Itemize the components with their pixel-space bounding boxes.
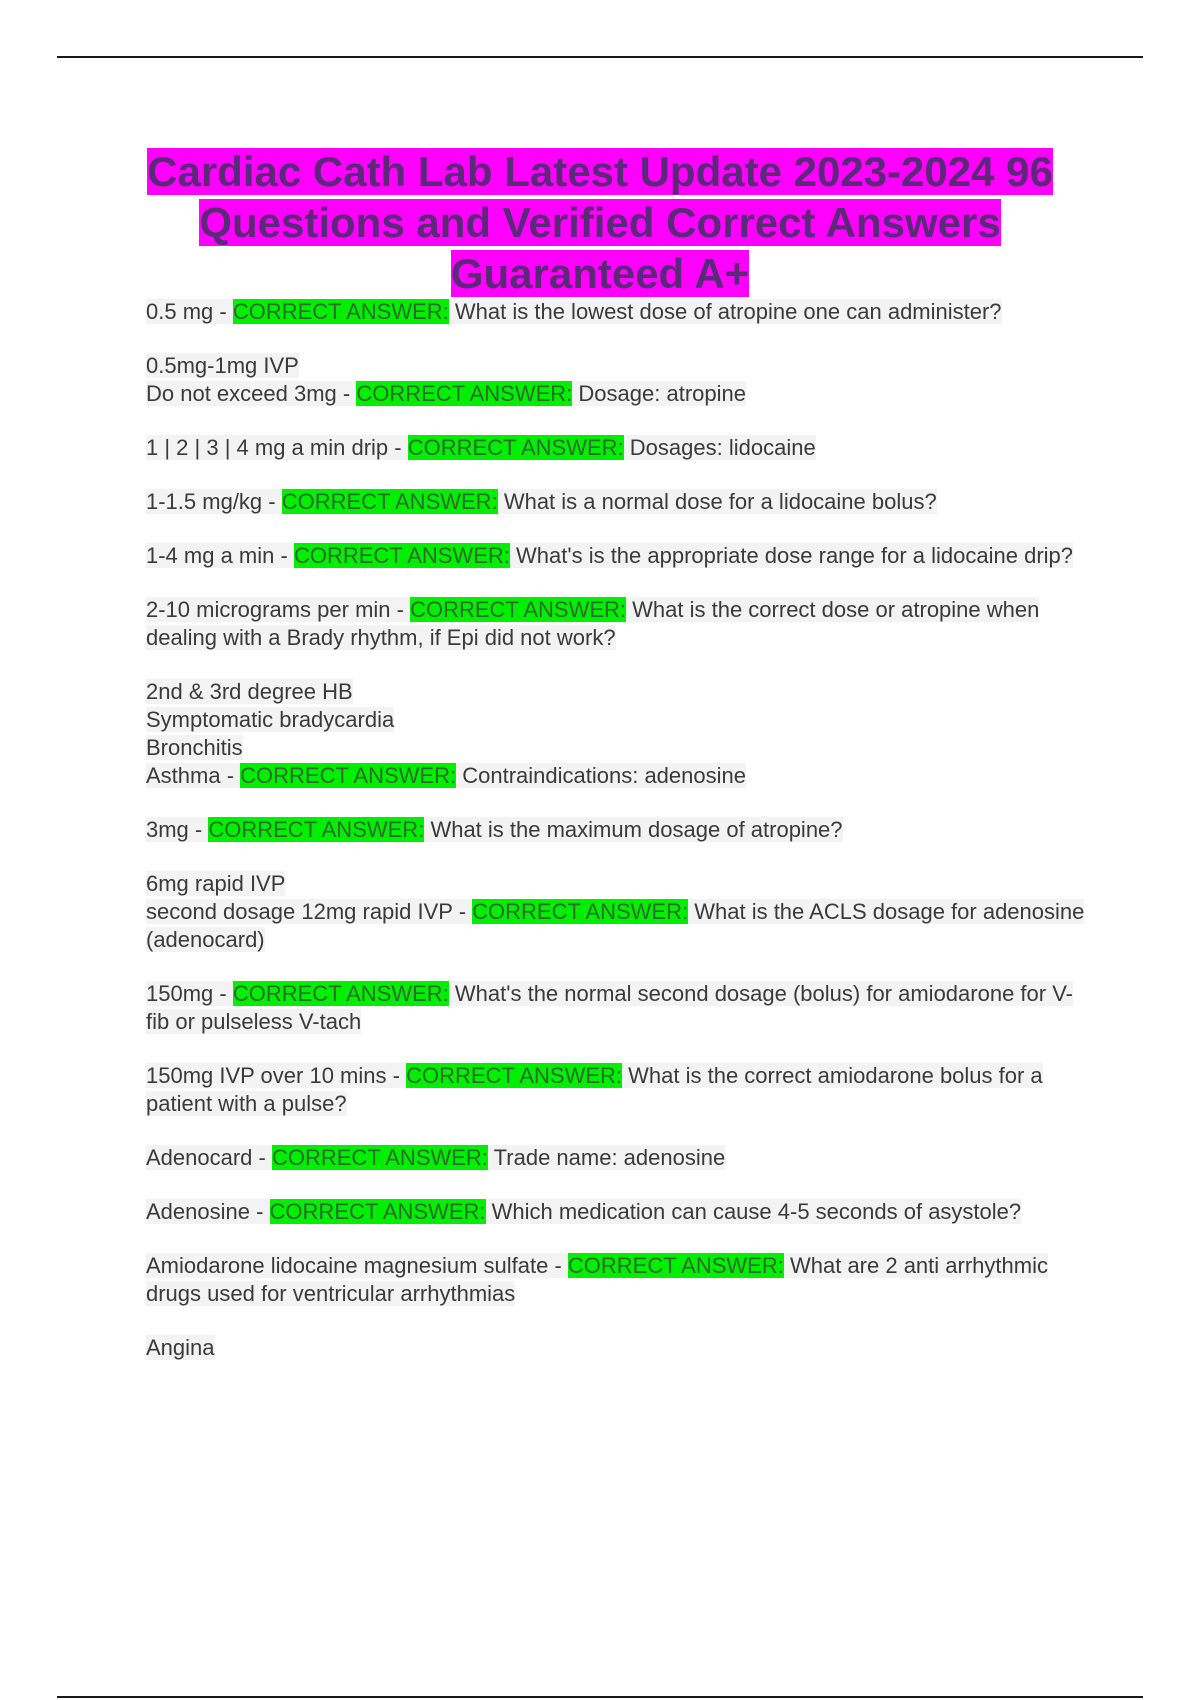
answer-text: Symptomatic bradycardia [146, 707, 395, 732]
qa-entry-text: 1 | 2 | 3 | 4 mg a min drip - CORRECT ANSWER: Dosages: lidocaine [146, 435, 816, 460]
answer-text: 2-10 micrograms per min [146, 597, 391, 622]
qa-entry-text: 2-10 micrograms per min - CORRECT ANSWER: What is the correct dose or atropine when dealing with a Brady rhythm, if Epi did not work? [146, 597, 1040, 650]
qa-entry [146, 1062, 1096, 1118]
question-text: Contraindications: adenosine [462, 763, 746, 788]
title-highlight: Cardiac Cath Lab Latest Update 2023-2024 96 Questions and Verified Correct Answers Guaranteed A+ [147, 148, 1053, 297]
question-text: Which medication can cause 4-5 seconds of asystole? [491, 1199, 1022, 1224]
qa-entry-text: 150mg IVP over 10 mins - CORRECT ANSWER: What is the correct amiodarone bolus for a patient with a pulse? [146, 1063, 1043, 1116]
qa-entry [146, 434, 1096, 462]
correct-answer-tag: CORRECT ANSWER: [567, 1253, 784, 1278]
document-title [145, 146, 1055, 299]
correct-answer-tag: CORRECT ANSWER: [472, 899, 689, 924]
top-divider [57, 56, 1143, 58]
qa-entry [146, 542, 1096, 570]
question-text: What is the ACLS dosage for adenosine (adenocard) [146, 899, 1085, 952]
question-text: Trade name: adenosine [493, 1145, 726, 1170]
qa-entry-text: 0.5mg-1mg IVP Do not exceed 3mg - CORRECT ANSWER: Dosage: atropine [146, 353, 746, 406]
qa-entry [146, 298, 1096, 326]
qa-entry-text: 2nd & 3rd degree HB Symptomatic bradycardia Bronchitis Asthma - CORRECT ANSWER: Contraindications: adenosine [146, 679, 746, 788]
correct-answer-tag: CORRECT ANSWER: [269, 1199, 486, 1224]
answer-text: Adenosine [146, 1199, 250, 1224]
qa-entry [146, 1252, 1096, 1308]
correct-answer-tag: CORRECT ANSWER: [406, 1063, 623, 1088]
question-text: Dosage: atropine [578, 381, 746, 406]
answer-text: Amiodarone lidocaine magnesium sulfate [146, 1253, 549, 1278]
correct-answer-tag: CORRECT ANSWER: [356, 381, 573, 406]
correct-answer-tag: CORRECT ANSWER: [232, 299, 449, 324]
correct-answer-tag: CORRECT ANSWER: [271, 1145, 488, 1170]
answer-text: 150mg IVP over 10 mins [146, 1063, 387, 1088]
qa-entry [146, 488, 1096, 516]
qa-entry [146, 1334, 1096, 1362]
answer-text: Adenocard [146, 1145, 253, 1170]
qa-entry-text: Adenocard - CORRECT ANSWER: Trade name: adenosine [146, 1145, 726, 1170]
correct-answer-tag: CORRECT ANSWER: [240, 763, 457, 788]
qa-entry [146, 678, 1096, 790]
answer-text: 6mg rapid IVP [146, 871, 286, 896]
answer-text: 150mg [146, 981, 214, 1006]
qa-entry [146, 980, 1096, 1036]
answer-text: second dosage 12mg rapid IVP [146, 899, 453, 924]
answer-text: Do not exceed 3mg [146, 381, 337, 406]
question-text: What are 2 anti arrhythmic drugs used for ventricular arrhythmias [146, 1253, 1048, 1306]
qa-entry-text: 1-1.5 mg/kg - CORRECT ANSWER: What is a normal dose for a lidocaine bolus? [146, 489, 937, 514]
correct-answer-tag: CORRECT ANSWER: [232, 981, 449, 1006]
correct-answer-tag: CORRECT ANSWER: [410, 597, 627, 622]
qa-entry-text: 6mg rapid IVP second dosage 12mg rapid IVP - CORRECT ANSWER: What is the ACLS dosage for adenosine (adenocard) [146, 871, 1085, 952]
answer-text: Angina [146, 1335, 215, 1360]
answer-text: Asthma [146, 763, 221, 788]
qa-list [146, 298, 1096, 1388]
qa-entry-text: 1-4 mg a min - CORRECT ANSWER: What's is the appropriate dose range for a lidocaine drip? [146, 543, 1074, 568]
qa-entry-text: 150mg - CORRECT ANSWER: What's the normal second dosage (bolus) for amiodarone for V-fib or pulseless V-tach [146, 981, 1073, 1034]
question-text: What's the normal second dosage (bolus) for amiodarone for V-fib or pulseless V-tach [146, 981, 1073, 1034]
answer-text: 1 | 2 | 3 | 4 mg a min drip [146, 435, 389, 460]
qa-entry [146, 1144, 1096, 1172]
answer-text: 2nd & 3rd degree HB [146, 679, 353, 704]
answer-text: 1-1.5 mg/kg [146, 489, 263, 514]
question-text: What is the lowest dose of atropine one can administer? [454, 299, 1002, 324]
question-text: What is a normal dose for a lidocaine bolus? [503, 489, 937, 514]
bottom-divider [57, 1696, 1143, 1698]
qa-entry-text: 3mg - CORRECT ANSWER: What is the maximum dosage of atropine? [146, 817, 843, 842]
correct-answer-tag: CORRECT ANSWER: [281, 489, 498, 514]
qa-entry [146, 1198, 1096, 1226]
question-text: What is the correct amiodarone bolus for a patient with a pulse? [146, 1063, 1043, 1116]
qa-entry [146, 816, 1096, 844]
question-text: What is the maximum dosage of atropine? [430, 817, 843, 842]
correct-answer-tag: CORRECT ANSWER: [407, 435, 624, 460]
answer-text: 3mg [146, 817, 189, 842]
answer-text: 0.5 mg [146, 299, 214, 324]
qa-entry [146, 352, 1096, 408]
qa-entry-text: Amiodarone lidocaine magnesium sulfate - CORRECT ANSWER: What are 2 anti arrhythmic drugs used for ventricular arrhythmias [146, 1253, 1048, 1306]
qa-entry [146, 870, 1096, 954]
answer-text: Bronchitis [146, 735, 243, 760]
qa-entry [146, 596, 1096, 652]
correct-answer-tag: CORRECT ANSWER: [208, 817, 425, 842]
correct-answer-tag: CORRECT ANSWER: [293, 543, 510, 568]
answer-text: 1-4 mg a min [146, 543, 275, 568]
qa-entry-text [146, 1335, 215, 1360]
qa-entry-text: 0.5 mg - CORRECT ANSWER: What is the lowest dose of atropine one can administer? [146, 299, 1002, 324]
question-text: What is the correct dose or atropine when dealing with a Brady rhythm, if Epi did not work? [146, 597, 1040, 650]
question-text: What's is the appropriate dose range for a lidocaine drip? [516, 543, 1074, 568]
answer-text: 0.5mg-1mg IVP [146, 353, 299, 378]
question-text: Dosages: lidocaine [629, 435, 816, 460]
qa-entry-text: Adenosine - CORRECT ANSWER: Which medication can cause 4-5 seconds of asystole? [146, 1199, 1022, 1224]
